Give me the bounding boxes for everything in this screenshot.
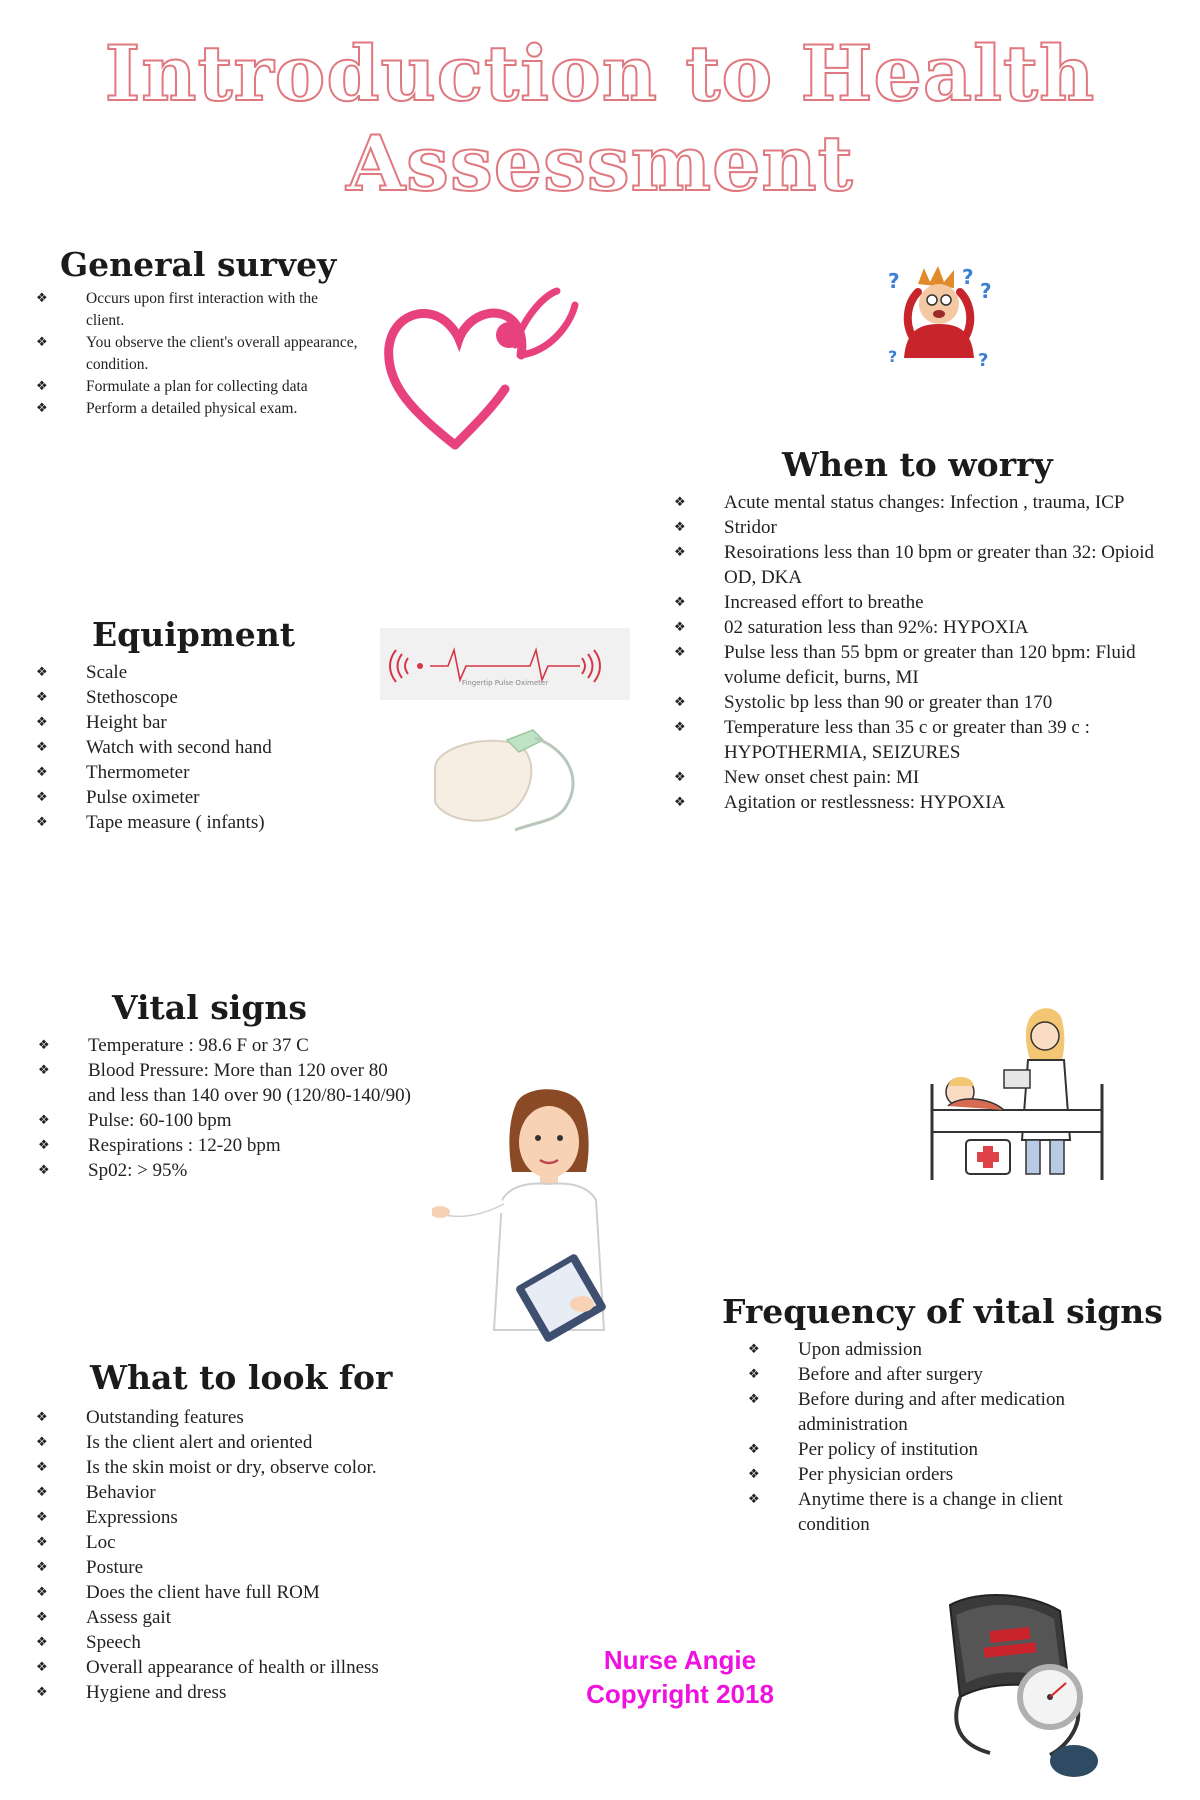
equipment-list — [30, 660, 370, 835]
list-item: ❖ Stridor — [668, 515, 1183, 540]
list-item: ❖ Does the client have full ROM — [30, 1580, 470, 1605]
list-item: ❖ Speech — [30, 1630, 470, 1655]
list-item: ❖ Blood Pressure: More than 120 over 80 and less than 140 over 90 (120/80-140/90) — [32, 1058, 412, 1108]
pulse-oximeter-waveform — [380, 628, 630, 700]
list-item: ❖ Pulse: 60-100 bpm — [32, 1108, 412, 1133]
pulse-wave-icon — [380, 628, 630, 700]
list-item: ❖ Formulate a plan for collecting data — [30, 376, 360, 398]
vital-signs-heading: Vital signs — [112, 988, 307, 1027]
list-item: ❖ Stethoscope — [30, 685, 370, 710]
list-item: ❖ New onset chest pain: MI — [668, 765, 1183, 790]
list-item: ❖ Sp02: > 95% — [32, 1158, 412, 1183]
list-item: ❖ Is the client alert and oriented — [30, 1430, 470, 1455]
list-item: ❖ Loc — [30, 1530, 470, 1555]
list-item: ❖ Perform a detailed physical exam. — [30, 398, 360, 420]
svg-text:?: ? — [980, 279, 992, 303]
what-to-look-for-list — [30, 1405, 470, 1705]
list-item: ❖ You observe the client's overall appearance, condition. — [30, 332, 360, 376]
list-item: ❖ Is the skin moist or dry, observe color. — [30, 1455, 470, 1480]
list-item: ❖ Resoirations less than 10 bpm or greater than 32: Opioid OD, DKA — [668, 540, 1183, 590]
list-item: ❖ Scale — [30, 660, 370, 685]
list-item: ❖ Tape measure ( infants) — [30, 810, 370, 835]
list-item: ❖ Per physician orders — [742, 1462, 1112, 1487]
patient-bed-icon — [918, 1000, 1118, 1190]
list-item: ❖ Pulse oximeter — [30, 785, 370, 810]
list-item: ❖ Occurs upon first interaction with the client. — [30, 288, 360, 332]
author-name: Nurse Angie — [603, 1645, 757, 1675]
list-item: ❖ Anytime there is a change in client condition — [742, 1487, 1112, 1537]
list-item: ❖ Per policy of institution — [742, 1437, 1112, 1462]
confused-person-icon — [882, 262, 1002, 374]
list-item: ❖ Upon admission — [742, 1337, 1112, 1362]
vital-signs-list — [32, 1033, 412, 1183]
general-survey-heading: General survey — [60, 245, 337, 284]
list-item: ❖ Assess gait — [30, 1605, 470, 1630]
frequency-list — [742, 1337, 1112, 1537]
list-item: ❖ Before and after surgery — [742, 1362, 1112, 1387]
heart-stethoscope-icon — [375, 285, 595, 460]
svg-text:?: ? — [888, 269, 900, 293]
blood-pressure-cuff-icon — [920, 1585, 1120, 1785]
list-item: ❖ Acute mental status changes: Infection , trauma, ICP — [668, 490, 1183, 515]
oximeter-caption: Fingertip Pulse Oximeter — [461, 679, 549, 687]
list-item: ❖ Temperature less than 35 c or greater than 39 c : HYPOTHERMIA, SEIZURES — [668, 715, 1183, 765]
list-item: ❖ Watch with second hand — [30, 735, 370, 760]
list-item: ❖ Respirations : 12-20 bpm — [32, 1133, 412, 1158]
list-item: ❖ Temperature : 98.6 F or 37 C — [32, 1033, 412, 1058]
list-item: ❖ Posture — [30, 1555, 470, 1580]
list-item: ❖ Outstanding features — [30, 1405, 470, 1430]
svg-text:?: ? — [888, 347, 898, 366]
what-to-look-for-heading: What to look for — [90, 1358, 393, 1397]
list-item: ❖ Behavior — [30, 1480, 470, 1505]
list-item: ❖ Before during and after medication administration — [742, 1387, 1112, 1437]
svg-text:?: ? — [962, 265, 974, 289]
credit-block — [520, 1643, 840, 1711]
general-survey-list — [30, 288, 360, 420]
when-to-worry-list — [668, 490, 1183, 815]
equipment-heading: Equipment — [92, 615, 295, 654]
list-item: ❖ Expressions — [30, 1505, 470, 1530]
frequency-heading: Frequency of vital signs — [722, 1292, 1163, 1331]
copyright-text: Copyright 2018 — [586, 1679, 774, 1709]
list-item: ❖ Pulse less than 55 bpm or greater than 120 bpm: Fluid volume deficit, burns, MI — [668, 640, 1183, 690]
when-to-worry-heading: When to worry — [782, 445, 1053, 484]
list-item: ❖ Systolic bp less than 90 or greater than 170 — [668, 690, 1183, 715]
list-item: ❖ Thermometer — [30, 760, 370, 785]
page-title-line-2: Assessment — [346, 119, 854, 208]
svg-text:?: ? — [978, 350, 989, 371]
list-item: ❖ Increased effort to breathe — [668, 590, 1183, 615]
list-item: ❖ Overall appearance of health or illness — [30, 1655, 470, 1680]
list-item: ❖ Height bar — [30, 710, 370, 735]
list-item: ❖ Hygiene and dress — [30, 1680, 470, 1705]
page-title-line-1: Introduction to Health — [104, 29, 1096, 118]
list-item: ❖ 02 saturation less than 92%: HYPOXIA — [668, 615, 1183, 640]
oxygen-mask-icon — [415, 718, 595, 838]
list-item: ❖ Agitation or restlessness: HYPOXIA — [668, 790, 1183, 815]
nurse-illustration-icon — [432, 1080, 652, 1370]
